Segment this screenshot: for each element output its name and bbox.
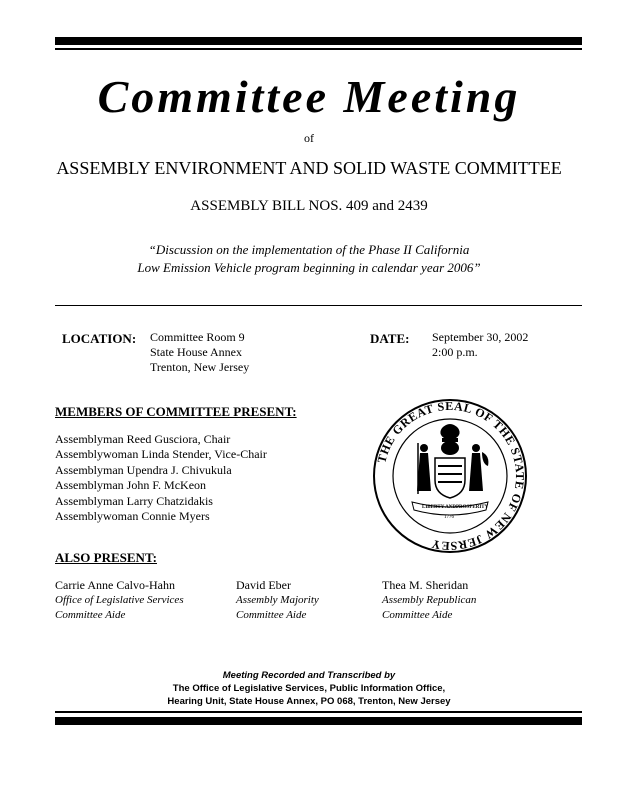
also-present-person	[236, 578, 319, 623]
bottom-thick-rule	[55, 717, 582, 725]
discussion-line-1: “Discussion on the implementation of the Phase II California	[148, 242, 470, 257]
discussion-quote	[0, 241, 618, 277]
person-name: David Eber	[236, 578, 291, 592]
discussion-line-2: Low Emission Vehicle program beginning in calendar year 2006”	[137, 260, 481, 275]
seal-banner-left: LIBERTY AND	[422, 505, 456, 510]
person-role: Committee Aide	[236, 609, 307, 621]
person-name: Thea M. Sheridan	[382, 578, 469, 592]
top-thick-rule	[55, 37, 582, 45]
seal-banner-right: PROSPERITY	[456, 505, 489, 510]
date-line-2: 2:00 p.m.	[432, 345, 478, 359]
bottom-thin-rule	[55, 711, 582, 713]
members-heading: MEMBERS OF COMMITTEE PRESENT:	[55, 404, 297, 419]
transcription-credit	[0, 669, 618, 708]
person-office: Assembly Republican	[382, 594, 477, 606]
credit-line-2: The Office of Legislative Services, Public Information Office,	[172, 683, 446, 694]
member-item: Assemblyman Larry Chatzidakis	[55, 493, 213, 508]
member-item: Assemblyman Upendra J. Chivukula	[55, 462, 232, 477]
date-label: DATE:	[370, 331, 410, 346]
credit-line-3: Hearing Unit, State House Annex, PO 068, Trenton, New Jersey	[167, 696, 451, 707]
top-thin-rule	[55, 48, 582, 50]
also-present-heading: ALSO PRESENT:	[55, 550, 157, 565]
divider-rule	[55, 305, 582, 306]
location-line-1: Committee Room 9	[150, 330, 245, 344]
person-office: Assembly Majority	[236, 594, 319, 606]
person-name: Carrie Anne Calvo-Hahn	[55, 578, 175, 592]
seal-ring-text: THE GREAT SEAL OF THE STATE OF NEW JERSEY	[374, 398, 528, 554]
document-title: Committee Meeting	[97, 71, 521, 122]
location-line-2: State House Annex	[150, 345, 242, 359]
member-item: Assemblywoman Connie Myers	[55, 509, 210, 524]
person-role: Committee Aide	[55, 609, 126, 621]
member-item: Assemblywoman Linda Stender, Vice-Chair	[55, 447, 267, 462]
member-item: Assemblyman Reed Gusciora, Chair	[55, 432, 231, 446]
state-seal	[372, 398, 528, 554]
person-office: Office of Legislative Services	[55, 594, 184, 606]
also-present-person	[55, 578, 184, 623]
committee-name: ASSEMBLY ENVIRONMENT AND SOLID WASTE COMMITTEE	[56, 158, 562, 178]
of-text: of	[304, 131, 314, 145]
location-value	[150, 330, 249, 375]
seal-year: 1776	[444, 515, 454, 520]
members-list	[55, 432, 267, 524]
bill-numbers: ASSEMBLY BILL NOS. 409 and 2439	[190, 198, 428, 214]
date-value	[432, 330, 528, 360]
person-role: Committee Aide	[382, 609, 453, 621]
location-label: LOCATION:	[62, 331, 137, 346]
also-present-person	[382, 578, 476, 623]
credit-line-1: Meeting Recorded and Transcribed by	[222, 670, 396, 681]
member-item: Assemblyman John F. McKeon	[55, 478, 207, 493]
date-line-1: September 30, 2002	[432, 330, 529, 344]
location-line-3: Trenton, New Jersey	[150, 360, 250, 374]
